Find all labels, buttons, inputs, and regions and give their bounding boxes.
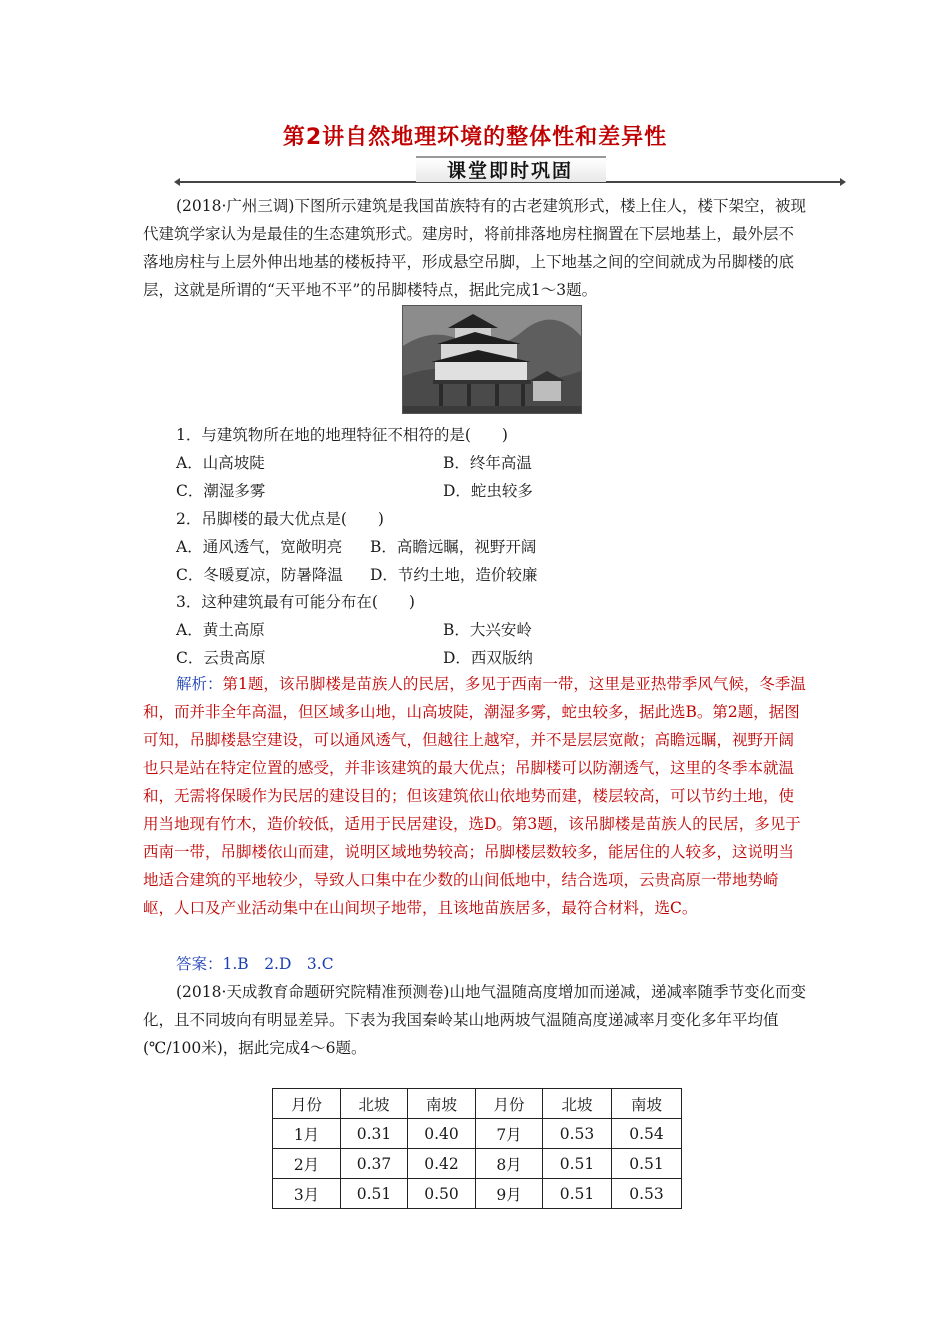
table-cell: 2月 <box>273 1149 341 1179</box>
table-cell: 0.54 <box>612 1119 682 1149</box>
table-cell: 3月 <box>273 1179 341 1209</box>
table-cell: 0.42 <box>408 1149 476 1179</box>
lesson-title: 第2讲自然地理环境的整体性和差异性 <box>282 125 668 150</box>
q2-option-c: C．冬暖夏凉，防暑降温 <box>176 566 343 584</box>
intro-paragraph-1 <box>143 192 807 304</box>
table-cell: 0.37 <box>341 1149 408 1179</box>
table-cell: 1月 <box>273 1119 341 1149</box>
table-cell: 8月 <box>476 1149 543 1179</box>
table-header-cell: 北坡 <box>341 1089 408 1119</box>
question-3-stem: 3．这种建筑最有可能分布在( ) <box>176 593 415 611</box>
q3-option-c: C．云贵高原 <box>176 649 266 667</box>
table-header-cell: 南坡 <box>612 1089 682 1119</box>
analysis-block <box>143 670 807 922</box>
lapse-rate-table <box>272 1088 682 1209</box>
table-cell: 7月 <box>476 1119 543 1149</box>
q1-option-d: D．蛇虫较多 <box>443 482 533 500</box>
table-header-row <box>273 1089 682 1119</box>
table-cell: 0.53 <box>612 1179 682 1209</box>
subtitle-banner <box>176 154 844 190</box>
question-2-stem: 2．吊脚楼的最大优点是( ) <box>176 510 384 528</box>
q1-option-b: B．终年高温 <box>443 454 532 472</box>
table-row <box>273 1119 682 1149</box>
table-cell: 0.40 <box>408 1119 476 1149</box>
answer-label: 答案： <box>176 955 223 973</box>
table-cell: 0.51 <box>543 1179 612 1209</box>
table-cell: 0.51 <box>612 1149 682 1179</box>
table-header-cell: 月份 <box>273 1089 341 1119</box>
table-cell: 9月 <box>476 1179 543 1209</box>
q2-option-b: B．高瞻远瞩，视野开阔 <box>370 538 537 556</box>
table-cell: 0.31 <box>341 1119 408 1149</box>
table-header-cell: 南坡 <box>408 1089 476 1119</box>
q2-option-d: D．节约土地，造价较廉 <box>370 566 538 584</box>
q3-option-a: A．黄土高原 <box>176 621 265 639</box>
intro-text-2: (2018·天成教育命题研究院精准预测卷)山地气温随高度增加而递减，递减率随季节变化而变化，且不同坡向有明显差异。下表为我国秦岭某山地两坡气温随高度递减率月变化多年平均值(℃/100米)，据此完成4～6题。 <box>143 983 806 1057</box>
table-row <box>273 1149 682 1179</box>
table-header-cell: 北坡 <box>543 1089 612 1119</box>
table-row <box>273 1179 682 1209</box>
table-cell: 0.51 <box>543 1149 612 1179</box>
analysis-text: 第1题，该吊脚楼是苗族人的民居，多见于西南一带，这里是亚热带季风气候，冬季温和，而并非全年高温，但区域多山地，山高坡陡，潮湿多雾，蛇虫较多，据此选B。第2题，据图可知，吊脚楼悬空建设，可以通风透气，但越往上越窄，并不是层层宽敞；高瞻远瞩，视野开阔也只是站在特定位置的感受，并非该建筑的最大优点；吊脚楼可以防潮透气，这里的冬季本就温和，无需将保暖作为民居的建设目的；但该建筑依山依地势而建，楼层较高，可以节约土地，使用当地现有竹木，造价较低，适用于民居建设，选D。第3题，该吊脚楼是苗族人的民居，多见于西南一带，吊脚楼依山而建，说明区域地势较高；吊脚楼层数较多，能居住的人较多，这说明当地适合建筑的平地较少，导致人口集中在少数的山间低地中，结合选项，云贵高原一带地势崎岖，人口及产业活动集中在山间坝子地带，且该地苗族居多，最符合材料，选C。 <box>143 675 806 917</box>
q1-option-c: C．潮湿多雾 <box>176 482 266 500</box>
answer-text: 1.B 2.D 3.C <box>222 955 334 973</box>
analysis-paragraph <box>143 670 807 922</box>
table-cell: 0.51 <box>341 1179 408 1209</box>
q1-option-a: A．山高坡陡 <box>176 454 265 472</box>
table-cell: 0.53 <box>543 1119 612 1149</box>
table-cell: 0.50 <box>408 1179 476 1209</box>
intro-text-1: (2018·广州三调)下图所示建筑是我国苗族特有的古老建筑形式，楼上住人，楼下架空，被现代建筑学家认为是最佳的生态建筑形式。建房时，将前排落地房柱搁置在下层地基上，最外层不落地房柱与上层外伸出地基的楼板持平，形成悬空吊脚，上下地基之间的空间就成为吊脚楼的底层，这就是所谓的“天平地不平”的吊脚楼特点，据此完成1～3题。 <box>143 197 806 299</box>
question-1-stem: 1．与建筑物所在地的地理特征不相符的是( ) <box>176 426 508 444</box>
q2-option-a: A．通风透气，宽敞明亮 <box>176 538 343 556</box>
answer-line <box>176 950 334 978</box>
stilt-house-photo <box>402 305 582 414</box>
q3-option-b: B．大兴安岭 <box>443 621 532 639</box>
intro-paragraph-2 <box>143 978 807 1062</box>
table-header-cell: 月份 <box>476 1089 543 1119</box>
stilt-house-illustration <box>403 306 581 413</box>
q3-option-d: D．西双版纳 <box>443 649 533 667</box>
section-subtitle: 课堂即时巩固 <box>446 160 573 182</box>
analysis-label: 解析： <box>176 675 223 693</box>
